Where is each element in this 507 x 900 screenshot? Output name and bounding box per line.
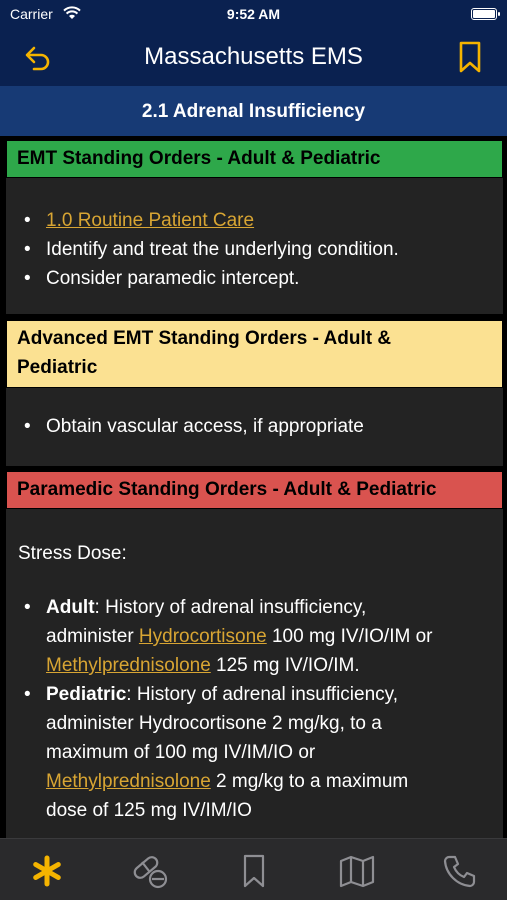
list-item: • Consider paramedic intercept. [46, 264, 491, 293]
emt-list [46, 206, 491, 293]
list-item[interactable] [46, 206, 491, 235]
battery-icon [471, 8, 497, 20]
protocol-content[interactable] [0, 136, 507, 838]
list-item: • Identify and treat the underlying condition. [46, 235, 491, 264]
map-icon[interactable] [337, 851, 377, 891]
app-title: Massachusetts EMS [144, 43, 363, 70]
emt-section-body [6, 178, 503, 314]
protocol-title: 2.1 Adrenal Insufficiency [141, 101, 366, 122]
list-item: • Pediatric: History of adrenal insufficiency, administer Hydrocortisone 2 mg/kg, to a maximum of 100 mg IV/IM/IO or Methylprednisolone 2 mg/kg to a maximum dose of 125 mg IV/IM/IO [46, 680, 491, 825]
paramedic-heading-text: Paramedic Standing Orders - Adult & Pediatric [17, 479, 437, 500]
hydrocortisone-link[interactable]: Hydrocortisone [138, 626, 267, 647]
phone-icon[interactable] [440, 851, 480, 891]
protocol-header [0, 86, 507, 136]
navigation-bar [0, 30, 507, 86]
emt-heading-text: EMT Standing Orders - Adult & Pediatric [17, 148, 381, 169]
emt-section-heading [6, 140, 503, 178]
aemt-heading-line2: Pediatric [17, 357, 98, 378]
pill-icon[interactable] [130, 851, 170, 891]
carrier-label: Carrier [10, 6, 53, 22]
status-bar [0, 0, 507, 30]
routine-care-link[interactable]: 1.0 Routine Patient Care [46, 210, 255, 231]
pediatric-label: Pediatric [46, 684, 127, 705]
aemt-heading-line1: Advanced EMT Standing Orders - Adult & [17, 328, 392, 349]
bookmark-icon[interactable] [457, 40, 483, 74]
aemt-list [46, 412, 491, 441]
aemt-section-heading [6, 320, 503, 388]
paramedic-section-body [6, 509, 503, 838]
list-item: • Adult: History of adrenal insufficiency, administer Hydrocortisone 100 mg IV/IO/IM or Methylprednisolone 125 mg IV/IO/IM. [46, 593, 491, 680]
aemt-section-body [6, 388, 503, 466]
methylprednisolone-link[interactable]: Methylprednisolone [46, 771, 211, 792]
list-item: • Obtain vascular access, if appropriate [46, 412, 491, 441]
status-time: 9:52 AM [226, 6, 281, 22]
bookmark-icon[interactable] [234, 851, 274, 891]
paramedic-section-heading [6, 471, 503, 509]
adult-label: Adult [46, 597, 95, 618]
stress-dose-label: Stress Dose: [18, 543, 127, 564]
methylprednisolone-link[interactable]: Methylprednisolone [46, 655, 211, 676]
paramedic-list [46, 593, 491, 825]
asterisk-icon[interactable] [27, 851, 67, 891]
tab-bar [0, 838, 507, 900]
